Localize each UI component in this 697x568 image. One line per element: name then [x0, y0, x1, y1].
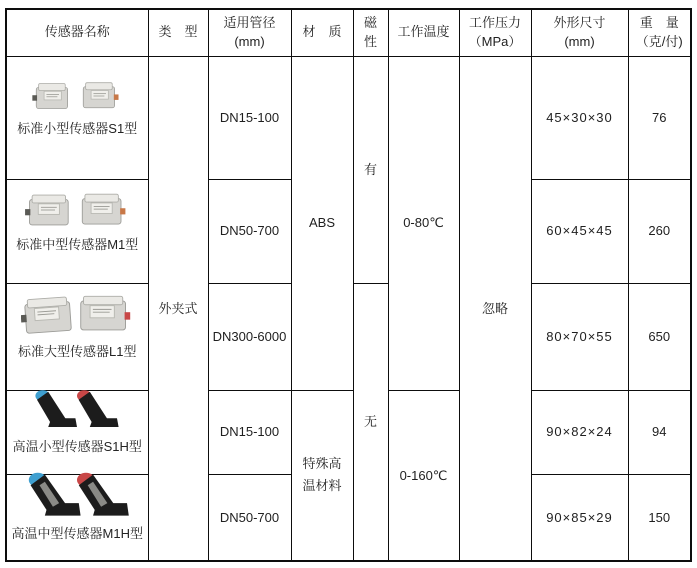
cell-magnetism-yes: 有: [353, 56, 388, 283]
cell-sensor-m1h: [6, 474, 148, 561]
cell-pressure: 忽略: [459, 56, 531, 561]
sensor-name-label: 标准中型传感器M1型: [16, 236, 139, 252]
cell-magnetism-no: 无: [353, 283, 388, 561]
sensor-name-label: 标准大型传感器L1型: [18, 344, 137, 360]
standard-small-sensor-photo: [30, 76, 124, 116]
cell-sensor-l1: [6, 283, 148, 390]
cell-material-high-temp: 特殊高温材料: [291, 390, 353, 561]
high-temp-medium-sensor-photo: [23, 471, 131, 521]
sensor-name-label: 高温小型传感器S1H型: [12, 438, 142, 454]
cell-weight: 94: [628, 390, 691, 474]
cell-pipe-range: DN50-700: [208, 474, 291, 561]
cell-dimensions: 45×30×30: [531, 56, 628, 179]
header-material: 材 质: [291, 9, 353, 56]
header-dimensions: 外形尺寸 (mm): [531, 9, 628, 56]
cell-sensor-m1: [6, 179, 148, 283]
cell-dimensions: 60×45×45: [531, 179, 628, 283]
cell-pipe-range: DN300-6000: [208, 283, 291, 390]
header-magnetism: 磁 性: [353, 9, 388, 56]
cell-weight: 150: [628, 474, 691, 561]
cell-mount-type: 外夹式: [148, 56, 208, 561]
table-row: [6, 390, 691, 474]
cell-temperature-high: 0-160℃: [388, 390, 459, 561]
cell-sensor-s1h: [6, 390, 148, 474]
cell-material-abs: ABS: [291, 56, 353, 390]
cell-dimensions: 90×85×29: [531, 474, 628, 561]
cell-temperature-standard: 0-80℃: [388, 56, 459, 390]
header-sensor-name: 传感器名称: [6, 9, 148, 56]
high-temp-small-sensor-photo: [29, 388, 125, 434]
cell-pipe-range: DN15-100: [208, 390, 291, 474]
cell-weight: 76: [628, 56, 691, 179]
standard-large-sensor-photo: [21, 291, 133, 339]
sensor-spec-table: [5, 8, 692, 562]
header-working-temperature: 工作温度: [388, 9, 459, 56]
cell-pipe-range: DN50-700: [208, 179, 291, 283]
table-row: [6, 56, 691, 179]
sensor-name-label: 标准小型传感器S1型: [17, 121, 138, 137]
cell-weight: 650: [628, 283, 691, 390]
header-row: [6, 9, 691, 56]
sensor-name-label: 高温中型传感器M1H型: [11, 526, 143, 541]
cell-sensor-s1: [6, 56, 148, 179]
cell-dimensions: 80×70×55: [531, 283, 628, 390]
header-pipe-diameter: 适用管径 (mm): [208, 9, 291, 56]
header-working-pressure: 工作压力 （MPa）: [459, 9, 531, 56]
standard-medium-sensor-photo: [24, 188, 130, 232]
cell-dimensions: 90×82×24: [531, 390, 628, 474]
cell-pipe-range: DN15-100: [208, 56, 291, 179]
header-weight: 重 量 （克/付): [628, 9, 691, 56]
cell-weight: 260: [628, 179, 691, 283]
header-type: 类 型: [148, 9, 208, 56]
